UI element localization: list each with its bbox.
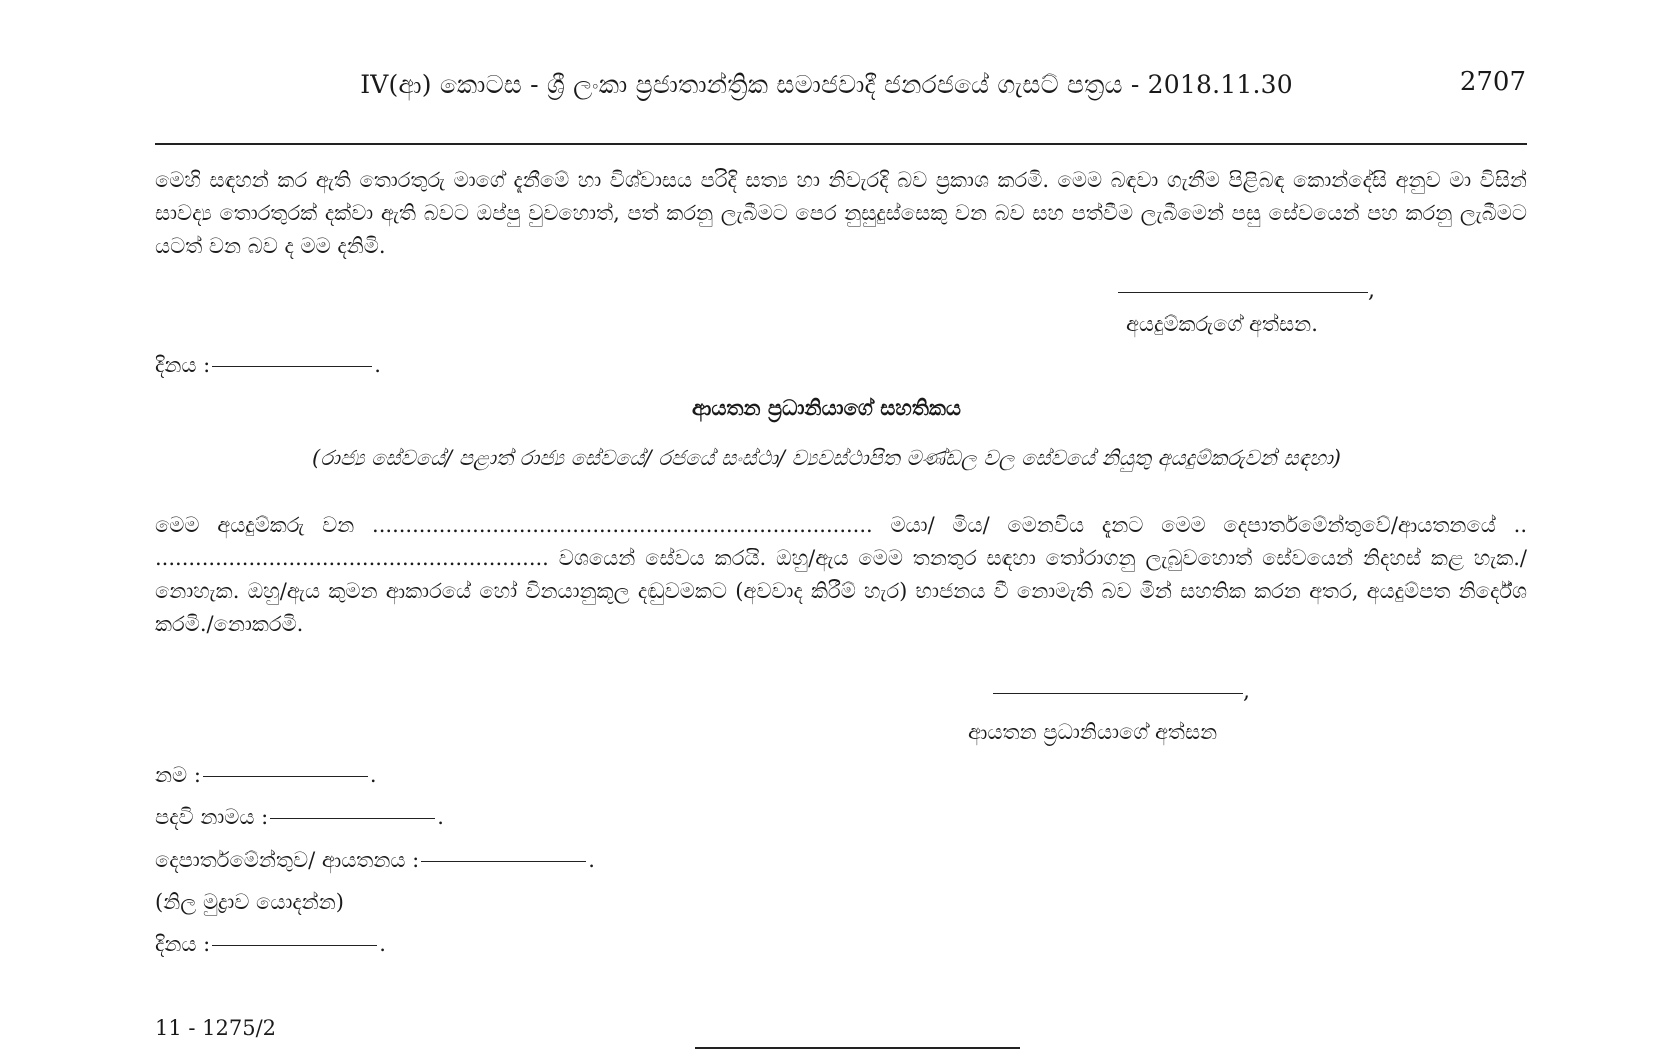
head-signature-line [993, 693, 1243, 694]
name-field-label: නම : [155, 763, 201, 787]
certificate-date-end: . [379, 932, 386, 956]
certificate-subheading: (රාජ්‍ය සේවයේ/ පළාත් රාජ්‍ය සේවයේ/ රජයේ සංස්ථා/ ව්‍යවස්ථාපිත මණ්ඩල වල සේවයේ නියුතු අයදුම්කරුවන් සඳහා) [312, 446, 1341, 470]
designation-field-end: . [437, 805, 444, 829]
applicant-signature-line [1118, 292, 1368, 293]
official-stamp-label: (නිල මුද්‍රාව යොදන්න) [155, 890, 344, 914]
designation-field [155, 805, 444, 830]
name-field [155, 763, 377, 788]
certificate-heading: ආයතන ප්‍රධානියාගේ සහතිකය [691, 395, 962, 420]
name-field-end: . [369, 763, 377, 787]
certificate-date-blank [212, 945, 377, 946]
declaration-date-end: . [374, 353, 381, 377]
applicant-signature-label: අයදුම්කරුගේ අත්සන. [1126, 312, 1318, 336]
department-field-label: දෙපාර්තමේන්තුව/ ආයතනය : [155, 848, 420, 872]
declaration-date-label: දිනය : [155, 353, 211, 377]
declaration-paragraph: මෙහි සඳහන් කර ඇති තොරතුරු මාගේ දැනීමේ හා විශ්වාසය පරිදි සත්‍ය හා නිවැරදි බව ප්‍රකාශ කරමි. මෙම බඳවා ගැනීම පිළිබඳ කොන්දේසි අනුව මා විසින් සාවද්‍ය තොරතුරක් දක්වා ඇති බවට ඔප්පු වුවහොත්, පත් කරනු ලැබීමට පෙර නුසුදුස්සෙකු වන බව සහ පත්වීම ලැබීමෙන් පසු සේවයෙන් පහ කරනු ලැබීමට යටත් වන බව ද මම දනිමි. [155, 168, 1527, 258]
certificate-date-label: දිනය : [155, 932, 211, 956]
declaration-date-blank [212, 366, 372, 367]
certificate-date-field [155, 932, 386, 957]
header-divider [155, 143, 1527, 145]
head-signature-comma: , [1243, 679, 1250, 704]
applicant-signature-comma: , [1368, 278, 1375, 303]
department-field [155, 848, 595, 873]
designation-field-label: පදවි නාමය : [155, 805, 269, 829]
footer-divider [695, 1047, 1020, 1049]
department-field-blank [421, 861, 586, 862]
name-field-blank [203, 776, 368, 777]
footer-code: 11 - 1275/2 [155, 1016, 277, 1040]
designation-field-blank [270, 818, 435, 819]
page-number: 2707 [1459, 67, 1526, 97]
head-signature-label: ආයතන ප්‍රධානියාගේ අත්සන [968, 720, 1218, 744]
official-stamp-note [155, 890, 344, 915]
department-field-end: . [588, 848, 595, 872]
gazette-header-title: IV(ආ) කොටස - ශ්‍රී ලංකා ප්‍රජාතාන්ත්‍රික සමාජවාදී ජනරජයේ ගැසට් පත්‍රය - 2018.11.30 [360, 70, 1293, 99]
certificate-paragraph: මෙම අයදුම්කරු වන ........................................................................... මයා/ මිය/ මෙනවිය දැනට මෙම දෙපාර්තමේන්තුවේ/ආයතනයේ .. ........................................................... වශයෙන් සේවය කරයි. ඔහු/ඇය මෙම තනතුර සඳහා තෝරාගනු ලැබුවහොත් සේවයෙන් නිදහස් කළ හැක./ නොහැක. ඔහු/ඇය කුමන ආකාරයේ හෝ විනයානුකූල දඬුවමකට (අවවාද කිරීම් හැර) භාජනය වී නොමැති බව මින් සහතික කරන අතර, අයදුම්පත නිර්දේශ කරමි./නොකරමි. [155, 513, 1527, 636]
declaration-date-field [155, 353, 381, 378]
